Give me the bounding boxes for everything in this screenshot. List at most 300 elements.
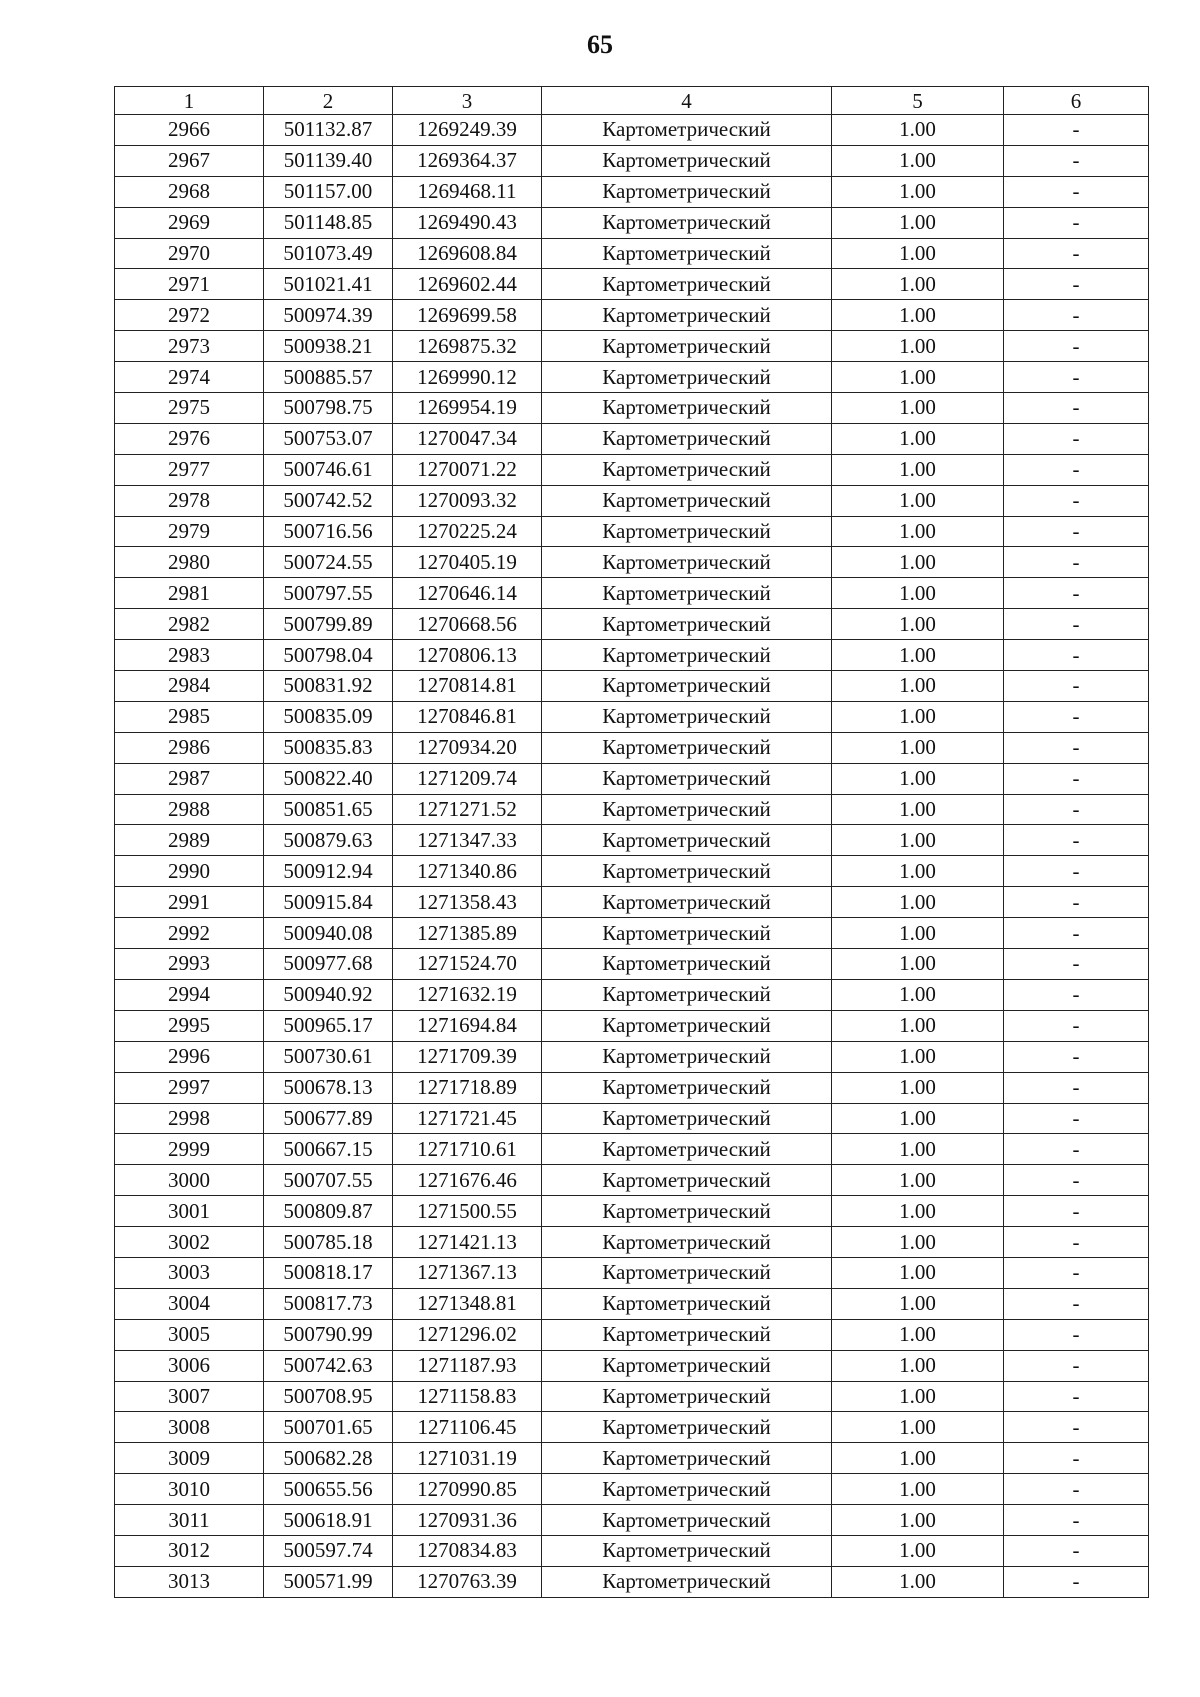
x-coordinate-cell: 500817.73 — [264, 1288, 393, 1319]
y-coordinate-cell: 1269990.12 — [393, 362, 542, 393]
y-coordinate-cell: 1270763.39 — [393, 1566, 542, 1597]
x-coordinate-cell: 500938.21 — [264, 331, 393, 362]
accuracy-cell: 1.00 — [832, 1443, 1004, 1474]
point-number-cell: 2980 — [115, 547, 264, 578]
point-number-cell: 3003 — [115, 1257, 264, 1288]
accuracy-cell: 1.00 — [832, 671, 1004, 702]
method-cell: Картометрический — [542, 1474, 832, 1505]
point-number-cell: 3013 — [115, 1566, 264, 1597]
table-row — [115, 1072, 1149, 1103]
y-coordinate-cell: 1271721.45 — [393, 1103, 542, 1134]
coordinates-table — [114, 86, 1149, 1598]
y-coordinate-cell: 1270834.83 — [393, 1535, 542, 1566]
y-coordinate-cell: 1271209.74 — [393, 763, 542, 794]
description-cell: - — [1004, 423, 1149, 454]
x-coordinate-cell: 500677.89 — [264, 1103, 393, 1134]
description-cell: - — [1004, 1350, 1149, 1381]
method-cell: Картометрический — [542, 393, 832, 424]
description-cell: - — [1004, 1443, 1149, 1474]
point-number-cell: 2987 — [115, 763, 264, 794]
description-cell: - — [1004, 949, 1149, 980]
table-body — [115, 115, 1149, 1598]
y-coordinate-cell: 1271710.61 — [393, 1134, 542, 1165]
description-cell: - — [1004, 856, 1149, 887]
table-row — [115, 1103, 1149, 1134]
table-row — [115, 1381, 1149, 1412]
point-number-cell: 2989 — [115, 825, 264, 856]
x-coordinate-cell: 500809.87 — [264, 1196, 393, 1227]
y-coordinate-cell: 1270093.32 — [393, 485, 542, 516]
table-row — [115, 918, 1149, 949]
description-cell: - — [1004, 1474, 1149, 1505]
accuracy-cell: 1.00 — [832, 1474, 1004, 1505]
method-cell: Картометрический — [542, 794, 832, 825]
x-coordinate-cell: 500597.74 — [264, 1535, 393, 1566]
y-coordinate-cell: 1271271.52 — [393, 794, 542, 825]
point-number-cell: 2984 — [115, 671, 264, 702]
method-cell: Картометрический — [542, 825, 832, 856]
point-number-cell: 3011 — [115, 1505, 264, 1536]
accuracy-cell: 1.00 — [832, 949, 1004, 980]
table-row — [115, 1535, 1149, 1566]
accuracy-cell: 1.00 — [832, 1041, 1004, 1072]
table-row — [115, 269, 1149, 300]
method-cell: Картометрический — [542, 1505, 832, 1536]
description-cell: - — [1004, 1505, 1149, 1536]
y-coordinate-cell: 1269490.43 — [393, 207, 542, 238]
table-row — [115, 794, 1149, 825]
method-cell: Картометрический — [542, 701, 832, 732]
point-number-cell: 2982 — [115, 609, 264, 640]
table-row — [115, 1041, 1149, 1072]
method-cell: Картометрический — [542, 1288, 832, 1319]
x-coordinate-cell: 501157.00 — [264, 176, 393, 207]
point-number-cell: 2970 — [115, 238, 264, 269]
method-cell: Картометрический — [542, 856, 832, 887]
x-coordinate-cell: 500797.55 — [264, 578, 393, 609]
x-coordinate-cell: 500799.89 — [264, 609, 393, 640]
accuracy-cell: 1.00 — [832, 856, 1004, 887]
method-cell: Картометрический — [542, 1566, 832, 1597]
page-number: 65 — [587, 30, 613, 59]
x-coordinate-cell: 500730.61 — [264, 1041, 393, 1072]
accuracy-cell: 1.00 — [832, 207, 1004, 238]
x-coordinate-cell: 500851.65 — [264, 794, 393, 825]
accuracy-cell: 1.00 — [832, 1381, 1004, 1412]
accuracy-cell: 1.00 — [832, 176, 1004, 207]
method-cell: Картометрический — [542, 949, 832, 980]
method-cell: Картометрический — [542, 454, 832, 485]
accuracy-cell: 1.00 — [832, 1412, 1004, 1443]
x-coordinate-cell: 500798.75 — [264, 393, 393, 424]
description-cell: - — [1004, 671, 1149, 702]
x-coordinate-cell: 501139.40 — [264, 145, 393, 176]
point-number-cell: 2967 — [115, 145, 264, 176]
method-cell: Картометрический — [542, 578, 832, 609]
table-row — [115, 207, 1149, 238]
table-row — [115, 887, 1149, 918]
method-cell: Картометрический — [542, 362, 832, 393]
method-cell: Картометрический — [542, 979, 832, 1010]
x-coordinate-cell: 500667.15 — [264, 1134, 393, 1165]
table-row — [115, 732, 1149, 763]
table-row — [115, 640, 1149, 671]
accuracy-cell: 1.00 — [832, 1319, 1004, 1350]
table-row — [115, 1010, 1149, 1041]
accuracy-cell: 1.00 — [832, 1505, 1004, 1536]
table-row — [115, 454, 1149, 485]
table-row — [115, 1319, 1149, 1350]
accuracy-cell: 1.00 — [832, 1072, 1004, 1103]
x-coordinate-cell: 500746.61 — [264, 454, 393, 485]
x-coordinate-cell: 501021.41 — [264, 269, 393, 300]
point-number-cell: 3008 — [115, 1412, 264, 1443]
table-row — [115, 362, 1149, 393]
x-coordinate-cell: 500835.83 — [264, 732, 393, 763]
description-cell: - — [1004, 578, 1149, 609]
accuracy-cell: 1.00 — [832, 1288, 1004, 1319]
table-header-row — [115, 87, 1149, 115]
method-cell: Картометрический — [542, 1103, 832, 1134]
accuracy-cell: 1.00 — [832, 640, 1004, 671]
point-number-cell: 2992 — [115, 918, 264, 949]
description-cell: - — [1004, 145, 1149, 176]
table-row — [115, 547, 1149, 578]
table-row — [115, 1288, 1149, 1319]
accuracy-cell: 1.00 — [832, 547, 1004, 578]
point-number-cell: 2968 — [115, 176, 264, 207]
method-cell: Картометрический — [542, 238, 832, 269]
method-cell: Картометрический — [542, 1319, 832, 1350]
point-number-cell: 2998 — [115, 1103, 264, 1134]
description-cell: - — [1004, 1227, 1149, 1258]
method-cell: Картометрический — [542, 1443, 832, 1474]
table-row — [115, 393, 1149, 424]
point-number-cell: 2995 — [115, 1010, 264, 1041]
x-coordinate-cell: 500885.57 — [264, 362, 393, 393]
x-coordinate-cell: 500798.04 — [264, 640, 393, 671]
table-row — [115, 578, 1149, 609]
table-row — [115, 671, 1149, 702]
y-coordinate-cell: 1270806.13 — [393, 640, 542, 671]
accuracy-cell: 1.00 — [832, 1350, 1004, 1381]
description-cell: - — [1004, 485, 1149, 516]
description-cell: - — [1004, 763, 1149, 794]
x-coordinate-cell: 500835.09 — [264, 701, 393, 732]
x-coordinate-cell: 500785.18 — [264, 1227, 393, 1258]
table-row — [115, 949, 1149, 980]
y-coordinate-cell: 1270846.81 — [393, 701, 542, 732]
point-number-cell: 3009 — [115, 1443, 264, 1474]
accuracy-cell: 1.00 — [832, 485, 1004, 516]
accuracy-cell: 1.00 — [832, 1535, 1004, 1566]
method-cell: Картометрический — [542, 732, 832, 763]
x-coordinate-cell: 500879.63 — [264, 825, 393, 856]
accuracy-cell: 1.00 — [832, 115, 1004, 146]
x-coordinate-cell: 500724.55 — [264, 547, 393, 578]
description-cell: - — [1004, 1165, 1149, 1196]
description-cell: - — [1004, 454, 1149, 485]
method-cell: Картометрический — [542, 331, 832, 362]
description-cell: - — [1004, 732, 1149, 763]
y-coordinate-cell: 1271296.02 — [393, 1319, 542, 1350]
method-cell: Картометрический — [542, 1535, 832, 1566]
point-number-cell: 2991 — [115, 887, 264, 918]
point-number-cell: 3002 — [115, 1227, 264, 1258]
table-row — [115, 176, 1149, 207]
method-cell: Картометрический — [542, 1165, 832, 1196]
x-coordinate-cell: 500742.52 — [264, 485, 393, 516]
point-number-cell: 2999 — [115, 1134, 264, 1165]
table-row — [115, 1196, 1149, 1227]
table-row — [115, 1566, 1149, 1597]
point-number-cell: 2983 — [115, 640, 264, 671]
description-cell: - — [1004, 1010, 1149, 1041]
y-coordinate-cell: 1269699.58 — [393, 300, 542, 331]
x-coordinate-cell: 500818.17 — [264, 1257, 393, 1288]
y-coordinate-cell: 1270934.20 — [393, 732, 542, 763]
point-number-cell: 2971 — [115, 269, 264, 300]
table-row — [115, 1412, 1149, 1443]
y-coordinate-cell: 1269468.11 — [393, 176, 542, 207]
point-number-cell: 2988 — [115, 794, 264, 825]
method-cell: Картометрический — [542, 300, 832, 331]
accuracy-cell: 1.00 — [832, 763, 1004, 794]
x-coordinate-cell: 500655.56 — [264, 1474, 393, 1505]
y-coordinate-cell: 1270646.14 — [393, 578, 542, 609]
point-number-cell: 2986 — [115, 732, 264, 763]
y-coordinate-cell: 1269602.44 — [393, 269, 542, 300]
y-coordinate-cell: 1271421.13 — [393, 1227, 542, 1258]
y-coordinate-cell: 1271158.83 — [393, 1381, 542, 1412]
description-cell: - — [1004, 1412, 1149, 1443]
description-cell: - — [1004, 238, 1149, 269]
point-number-cell: 2990 — [115, 856, 264, 887]
y-coordinate-cell: 1271340.86 — [393, 856, 542, 887]
header-col-1: 1 — [115, 87, 264, 115]
y-coordinate-cell: 1269608.84 — [393, 238, 542, 269]
accuracy-cell: 1.00 — [832, 918, 1004, 949]
point-number-cell: 2975 — [115, 393, 264, 424]
x-coordinate-cell: 500742.63 — [264, 1350, 393, 1381]
method-cell: Картометрический — [542, 516, 832, 547]
description-cell: - — [1004, 516, 1149, 547]
x-coordinate-cell: 500701.65 — [264, 1412, 393, 1443]
table-row — [115, 856, 1149, 887]
y-coordinate-cell: 1270225.24 — [393, 516, 542, 547]
y-coordinate-cell: 1271358.43 — [393, 887, 542, 918]
y-coordinate-cell: 1269249.39 — [393, 115, 542, 146]
y-coordinate-cell: 1270668.56 — [393, 609, 542, 640]
point-number-cell: 2979 — [115, 516, 264, 547]
point-number-cell: 2969 — [115, 207, 264, 238]
method-cell: Картометрический — [542, 145, 832, 176]
point-number-cell: 3001 — [115, 1196, 264, 1227]
method-cell: Картометрический — [542, 423, 832, 454]
x-coordinate-cell: 500831.92 — [264, 671, 393, 702]
table-row — [115, 1257, 1149, 1288]
accuracy-cell: 1.00 — [832, 1010, 1004, 1041]
description-cell: - — [1004, 331, 1149, 362]
method-cell: Картометрический — [542, 1041, 832, 1072]
accuracy-cell: 1.00 — [832, 423, 1004, 454]
method-cell: Картометрический — [542, 207, 832, 238]
accuracy-cell: 1.00 — [832, 979, 1004, 1010]
table-row — [115, 1134, 1149, 1165]
description-cell: - — [1004, 547, 1149, 578]
method-cell: Картометрический — [542, 1257, 832, 1288]
point-number-cell: 2994 — [115, 979, 264, 1010]
accuracy-cell: 1.00 — [832, 609, 1004, 640]
table-row — [115, 979, 1149, 1010]
point-number-cell: 2997 — [115, 1072, 264, 1103]
table-row — [115, 423, 1149, 454]
x-coordinate-cell: 501148.85 — [264, 207, 393, 238]
accuracy-cell: 1.00 — [832, 1566, 1004, 1597]
method-cell: Картометрический — [542, 115, 832, 146]
accuracy-cell: 1.00 — [832, 1196, 1004, 1227]
x-coordinate-cell: 500753.07 — [264, 423, 393, 454]
table-row — [115, 825, 1149, 856]
y-coordinate-cell: 1270047.34 — [393, 423, 542, 454]
header-col-2: 2 — [264, 87, 393, 115]
description-cell: - — [1004, 887, 1149, 918]
y-coordinate-cell: 1269364.37 — [393, 145, 542, 176]
method-cell: Картометрический — [542, 1072, 832, 1103]
x-coordinate-cell: 500965.17 — [264, 1010, 393, 1041]
point-number-cell: 3007 — [115, 1381, 264, 1412]
method-cell: Картометрический — [542, 609, 832, 640]
method-cell: Картометрический — [542, 1350, 832, 1381]
accuracy-cell: 1.00 — [832, 825, 1004, 856]
point-number-cell: 2966 — [115, 115, 264, 146]
description-cell: - — [1004, 1041, 1149, 1072]
header-col-3: 3 — [393, 87, 542, 115]
method-cell: Картометрический — [542, 1381, 832, 1412]
x-coordinate-cell: 501073.49 — [264, 238, 393, 269]
table-row — [115, 1350, 1149, 1381]
accuracy-cell: 1.00 — [832, 362, 1004, 393]
x-coordinate-cell: 500822.40 — [264, 763, 393, 794]
description-cell: - — [1004, 825, 1149, 856]
x-coordinate-cell: 500571.99 — [264, 1566, 393, 1597]
y-coordinate-cell: 1271524.70 — [393, 949, 542, 980]
method-cell: Картометрический — [542, 1196, 832, 1227]
point-number-cell: 2996 — [115, 1041, 264, 1072]
accuracy-cell: 1.00 — [832, 1134, 1004, 1165]
y-coordinate-cell: 1271106.45 — [393, 1412, 542, 1443]
description-cell: - — [1004, 1072, 1149, 1103]
accuracy-cell: 1.00 — [832, 145, 1004, 176]
accuracy-cell: 1.00 — [832, 1227, 1004, 1258]
table-row — [115, 331, 1149, 362]
y-coordinate-cell: 1270405.19 — [393, 547, 542, 578]
x-coordinate-cell: 500915.84 — [264, 887, 393, 918]
x-coordinate-cell: 500708.95 — [264, 1381, 393, 1412]
description-cell: - — [1004, 979, 1149, 1010]
header-col-5: 5 — [832, 87, 1004, 115]
description-cell: - — [1004, 1319, 1149, 1350]
method-cell: Картометрический — [542, 547, 832, 578]
y-coordinate-cell: 1271676.46 — [393, 1165, 542, 1196]
table-row — [115, 300, 1149, 331]
y-coordinate-cell: 1271500.55 — [393, 1196, 542, 1227]
x-coordinate-cell: 500716.56 — [264, 516, 393, 547]
x-coordinate-cell: 500912.94 — [264, 856, 393, 887]
method-cell: Картометрический — [542, 1010, 832, 1041]
accuracy-cell: 1.00 — [832, 701, 1004, 732]
point-number-cell: 3000 — [115, 1165, 264, 1196]
description-cell: - — [1004, 269, 1149, 300]
method-cell: Картометрический — [542, 269, 832, 300]
point-number-cell: 2976 — [115, 423, 264, 454]
accuracy-cell: 1.00 — [832, 1257, 1004, 1288]
accuracy-cell: 1.00 — [832, 516, 1004, 547]
y-coordinate-cell: 1270990.85 — [393, 1474, 542, 1505]
table-row — [115, 516, 1149, 547]
table-row — [115, 1165, 1149, 1196]
table-row — [115, 609, 1149, 640]
accuracy-cell: 1.00 — [832, 1103, 1004, 1134]
y-coordinate-cell: 1271632.19 — [393, 979, 542, 1010]
accuracy-cell: 1.00 — [832, 393, 1004, 424]
accuracy-cell: 1.00 — [832, 732, 1004, 763]
description-cell: - — [1004, 1257, 1149, 1288]
point-number-cell: 3010 — [115, 1474, 264, 1505]
description-cell: - — [1004, 794, 1149, 825]
description-cell: - — [1004, 393, 1149, 424]
y-coordinate-cell: 1270814.81 — [393, 671, 542, 702]
x-coordinate-cell: 500678.13 — [264, 1072, 393, 1103]
x-coordinate-cell: 500707.55 — [264, 1165, 393, 1196]
table-row — [115, 145, 1149, 176]
description-cell: - — [1004, 1288, 1149, 1319]
description-cell: - — [1004, 609, 1149, 640]
description-cell: - — [1004, 1103, 1149, 1134]
point-number-cell: 3012 — [115, 1535, 264, 1566]
y-coordinate-cell: 1269875.32 — [393, 331, 542, 362]
table-row — [115, 1505, 1149, 1536]
point-number-cell: 2973 — [115, 331, 264, 362]
accuracy-cell: 1.00 — [832, 454, 1004, 485]
accuracy-cell: 1.00 — [832, 269, 1004, 300]
x-coordinate-cell: 500940.08 — [264, 918, 393, 949]
x-coordinate-cell: 500790.99 — [264, 1319, 393, 1350]
y-coordinate-cell: 1271385.89 — [393, 918, 542, 949]
y-coordinate-cell: 1270071.22 — [393, 454, 542, 485]
point-number-cell: 2977 — [115, 454, 264, 485]
method-cell: Картометрический — [542, 485, 832, 516]
description-cell: - — [1004, 1566, 1149, 1597]
method-cell: Картометрический — [542, 176, 832, 207]
description-cell: - — [1004, 1535, 1149, 1566]
method-cell: Картометрический — [542, 918, 832, 949]
table-row — [115, 763, 1149, 794]
accuracy-cell: 1.00 — [832, 331, 1004, 362]
point-number-cell: 2972 — [115, 300, 264, 331]
accuracy-cell: 1.00 — [832, 887, 1004, 918]
point-number-cell: 2985 — [115, 701, 264, 732]
y-coordinate-cell: 1271709.39 — [393, 1041, 542, 1072]
x-coordinate-cell: 500682.28 — [264, 1443, 393, 1474]
accuracy-cell: 1.00 — [832, 238, 1004, 269]
table-row — [115, 701, 1149, 732]
table-row — [115, 1227, 1149, 1258]
method-cell: Картометрический — [542, 887, 832, 918]
method-cell: Картометрический — [542, 640, 832, 671]
table-row — [115, 485, 1149, 516]
y-coordinate-cell: 1271187.93 — [393, 1350, 542, 1381]
